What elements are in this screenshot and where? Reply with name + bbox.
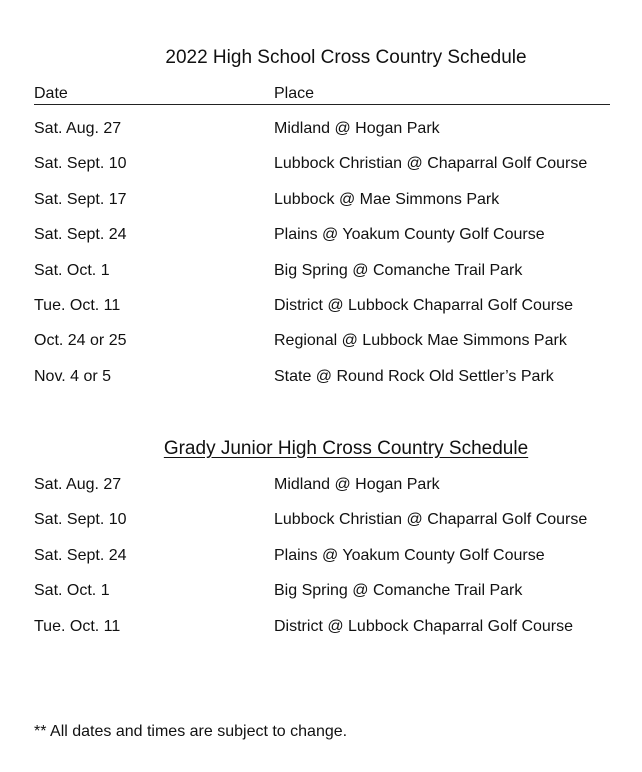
junior-high-schedule-list [34, 474, 624, 651]
schedule-row [34, 545, 624, 580]
meet-place: Lubbock @ Mae Simmons Park [274, 190, 500, 208]
schedule-row [34, 295, 624, 330]
meet-place: District @ Lubbock Chaparral Golf Course [274, 296, 574, 314]
schedule-row [34, 260, 624, 295]
meet-place: Midland @ Hogan Park [274, 120, 440, 137]
junior-high-schedule-title: Grady Junior High Cross Country Schedule [163, 438, 529, 459]
meet-date: Sat. Sept. 24 [34, 546, 127, 564]
meet-date: Tue. Oct. 11 [34, 296, 121, 314]
meet-date: Tue. Oct. 11 [34, 617, 121, 635]
meet-date: Sat. Sept. 17 [34, 190, 127, 208]
high-school-schedule-title: 2022 High School Cross Country Schedule [165, 47, 527, 68]
schedule-row [34, 474, 624, 509]
meet-place: State @ Round Rock Old Settler’s Park [274, 367, 554, 385]
schedule-row [34, 224, 624, 259]
meet-place: Lubbock Christian @ Chaparral Golf Course [274, 155, 588, 173]
schedule-footnote: ** All dates and times are subject to change. [34, 723, 348, 740]
meet-date: Sat. Sept. 10 [34, 155, 127, 173]
meet-place: Plains @ Yoakum County Golf Course [274, 226, 545, 244]
meet-place: Midland @ Hogan Park [274, 476, 440, 493]
schedule-row [34, 580, 624, 615]
date-column-header: Date [34, 85, 68, 102]
meet-date: Oct. 24 or 25 [34, 332, 127, 350]
meet-date: Nov. 4 or 5 [34, 367, 112, 385]
meet-place: Regional @ Lubbock Mae Simmons Park [274, 332, 567, 350]
schedule-row [34, 118, 624, 153]
meet-place: Lubbock Christian @ Chaparral Golf Course [274, 511, 588, 529]
schedule-row [34, 616, 624, 651]
schedule-row [34, 189, 624, 224]
schedule-row [34, 153, 624, 188]
meet-date: Sat. Aug. 27 [34, 476, 122, 493]
meet-place: Plains @ Yoakum County Golf Course [274, 546, 545, 564]
high-school-schedule-list [34, 118, 624, 401]
meet-place: Big Spring @ Comanche Trail Park [274, 261, 523, 279]
schedule-header-row [34, 84, 610, 105]
schedule-row [34, 330, 624, 365]
meet-place: District @ Lubbock Chaparral Golf Course [274, 617, 574, 635]
meet-date: Sat. Aug. 27 [34, 120, 122, 137]
meet-date: Sat. Oct. 1 [34, 261, 110, 279]
meet-date: Sat. Sept. 10 [34, 511, 127, 529]
schedule-row [34, 366, 624, 401]
meet-date: Sat. Oct. 1 [34, 582, 110, 600]
meet-place: Big Spring @ Comanche Trail Park [274, 582, 523, 600]
schedule-row [34, 509, 624, 544]
place-column-header: Place [274, 85, 315, 102]
meet-date: Sat. Sept. 24 [34, 226, 127, 244]
